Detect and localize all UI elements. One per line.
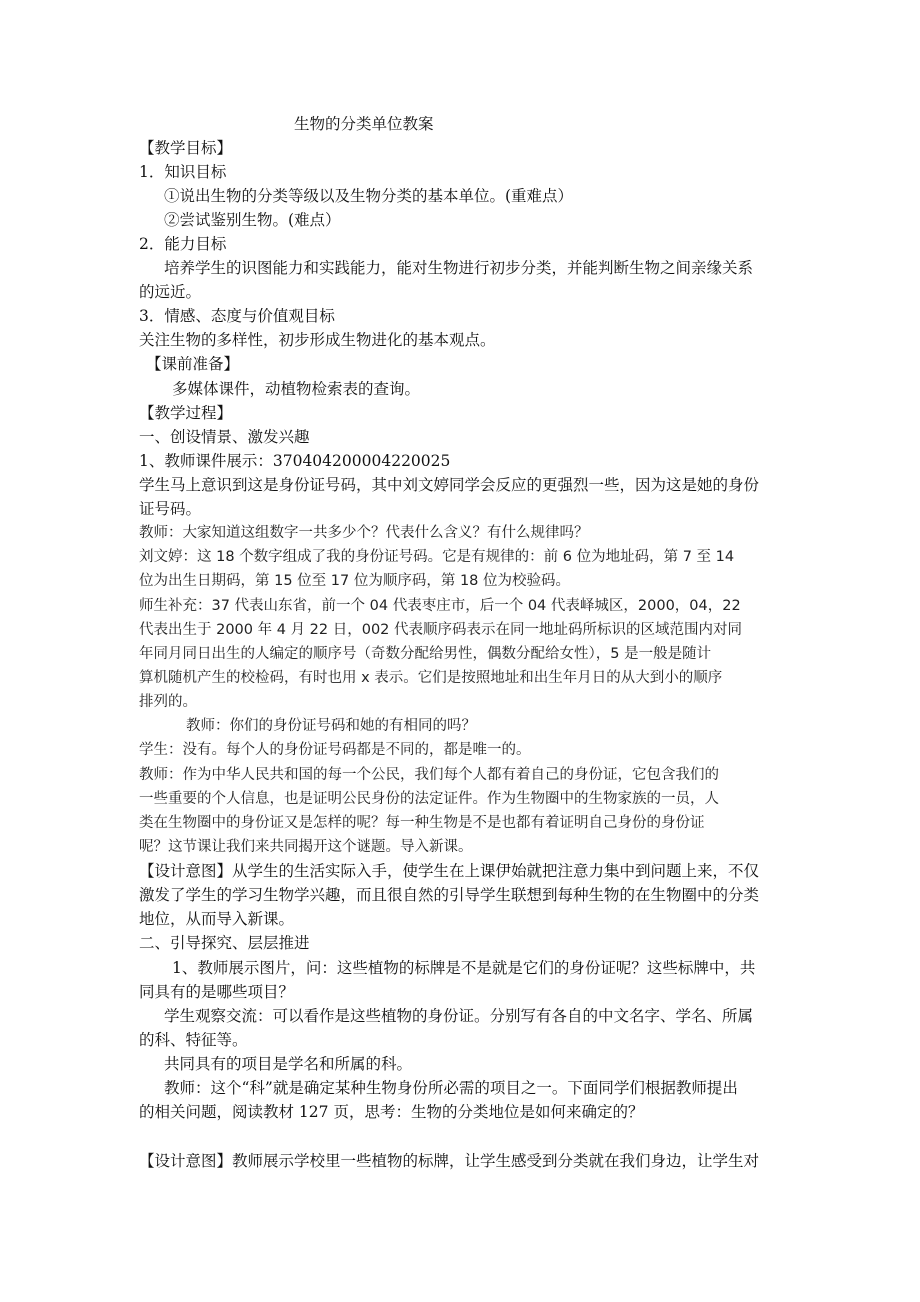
paragraph-line: 师生补充：37 代表山东省，前一个 04 代表枣庄市，后一个 04 代表峄城区，2000，04，22 [139,598,741,614]
paragraph-line: ②尝试鉴别生物。(难点） [164,211,341,229]
paragraph-line: 1、教师课件展示：370404200004220025 [139,452,451,470]
paragraph-line: 学生观察交流：可以看作是这些植物的身份证。分别写有各自的中文名字、学名、所属 [164,1007,754,1025]
paragraph-line: 证号码。 [139,500,202,518]
subheading-emotion: 3．情感、态度与价值观目标 [139,307,335,325]
paragraph-line: 年同月同日出生的人编定的顺序号（奇数分配给男性，偶数分配给女性），5 是一般是随计 [139,646,712,662]
paragraph-line: 的相关问题，阅读教材 127 页，思考：生物的分类地位是如何来确定的？ [139,1103,644,1121]
section-heading-process: 【教学过程】 [139,404,233,422]
paragraph-line: ①说出生物的分类等级以及生物分类的基本单位。(重难点） [164,187,574,205]
paragraph-line: 一些重要的个人信息，也是证明公民身份的法定证件。作为生物圈中的生物家族的一员，人 [139,791,719,807]
subheading-ability: 2．能力目标 [139,235,227,253]
paragraph-line: 地位，从而导入新课。 [139,910,295,928]
paragraph-line: 教师：大家知道这组数字一共多少个？代表什么含义？有什么规律吗？ [139,525,589,541]
paragraph-line: 的科、特征等。 [139,1031,248,1049]
paragraph-line: 共同具有的项目是学名和所属的科。 [164,1055,413,1073]
paragraph-line: 学生马上意识到这是身份证号码，其中刘文婷同学会反应的更强烈一些，因为这是她的身份 [139,476,760,494]
paragraph-line: 类在生物圈中的身份证又是怎样的呢？每一种生物是不是也都有着证明自己身份的身份证 [139,815,705,831]
section-heading-goals: 【教学目标】 [139,139,233,157]
subheading-part-one: 一、创设情景、激发兴趣 [139,428,310,446]
doc-title: 生物的分类单位教案 [294,115,434,133]
paragraph-line: 位为出生日期码，第 15 位至 17 位为顺序码，第 18 位为校验码。 [139,573,571,589]
subheading-knowledge: 1．知识目标 [139,163,227,181]
paragraph-line: 激发了学生的学习生物学兴趣，而且很自然的引导学生联想到每种生物的在生物圈中的分类 [139,886,760,904]
paragraph-line: 排列的。 [139,694,197,710]
section-heading-prep: 【课前准备】 [146,355,240,373]
paragraph-line: 算机随机产生的校检码，有时也用 x 表示。它们是按照地址和出生年月日的从大到小的顺序 [139,670,723,686]
paragraph-line: 关注生物的多样性，初步形成生物进化的基本观点。 [139,331,496,349]
paragraph-line: 代表出生于 2000 年 4 月 22 日，002 代表顺序码表示在同一地址码所标识的区域范围内对同 [139,622,743,638]
subheading-part-two: 二、引导探究、层层推进 [139,934,310,952]
paragraph-line: 教师：你们的身份证号码和她的有相同的吗？ [186,718,476,734]
design-intent-note: 【设计意图】从学生的生活实际入手，使学生在上课伊始就把注意力集中到问题上来，不仅 [139,862,760,880]
design-intent-note: 【设计意图】教师展示学校里一些植物的标牌，让学生感受到分类就在我们身边，让学生对 [139,1152,760,1170]
paragraph-line: 教师：作为中华人民共和国的每一个公民，我们每个人都有着自己的身份证，它包含我们的 [139,767,719,783]
paragraph-line: 学生：没有。每个人的身份证号码都是不同的，都是唯一的。 [139,742,531,758]
paragraph-line: 呢？这节课让我们来共同揭开这个谜题。导入新课。 [139,839,473,855]
paragraph-line: 1、教师展示图片，问：这些植物的标牌是不是就是它们的身份证呢？这些标牌中，共 [172,959,756,977]
paragraph-line: 刘文婷：这 18 个数字组成了我的身份证号码。它是有规律的：前 6 位为地址码，第 7 至 14 [139,549,735,565]
paragraph-line: 培养学生的识图能力和实践能力，能对生物进行初步分类，并能判断生物之间亲缘关系 [164,259,754,277]
paragraph-line: 多媒体课件，动植物检索表的查询。 [172,380,421,398]
paragraph-line: 同具有的是哪些项目？ [139,983,295,1001]
paragraph-line: 的远近。 [139,283,202,301]
paragraph-line: 教师：这个“科”就是确定某种生物身份所必需的项目之一。下面同学们根据教师提出 [164,1079,738,1097]
